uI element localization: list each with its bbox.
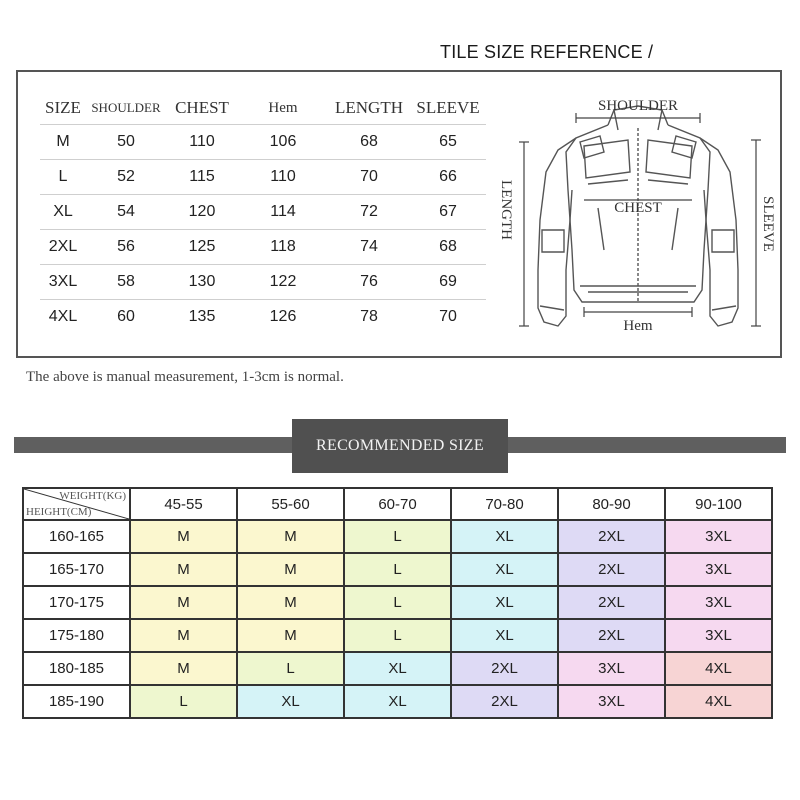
recommended-size-cell: M xyxy=(130,619,237,652)
size-row xyxy=(40,125,486,160)
weight-header-row xyxy=(23,488,772,520)
recommended-size-cell: 3XL xyxy=(558,652,665,685)
jacket-outline-icon xyxy=(538,106,738,326)
height-range-cell: 180-185 xyxy=(23,652,130,685)
size-reference-title: TILE SIZE REFERENCE / xyxy=(440,42,654,62)
size-cell: 67 xyxy=(410,195,486,230)
size-cell: M xyxy=(40,125,86,160)
size-cell: 4XL xyxy=(48,308,78,325)
weight-axis-label: WEIGHT(KG) xyxy=(59,490,126,502)
weight-col: 90-100 xyxy=(665,488,772,520)
size-cell: L xyxy=(40,160,86,195)
recommend-row xyxy=(23,652,772,685)
jacket-diagram xyxy=(488,80,778,350)
size-cell: 68 xyxy=(410,230,486,265)
size-cell: 68 xyxy=(328,125,410,160)
table-corner-cell xyxy=(23,488,130,520)
recommended-size-cell: 3XL xyxy=(665,520,772,553)
size-row xyxy=(40,300,486,335)
weight-col: 80-90 xyxy=(558,488,665,520)
size-measurement-table xyxy=(40,92,486,334)
recommended-size-cell: L xyxy=(344,586,451,619)
col-hem: Hem xyxy=(238,92,328,125)
height-range-cell: 170-175 xyxy=(23,586,130,619)
measurement-note: The above is manual measurement, 1-3cm is normal. xyxy=(26,369,344,385)
recommended-size-cell: M xyxy=(237,619,344,652)
size-cell: 122 xyxy=(238,265,328,300)
size-cell: 69 xyxy=(410,265,486,300)
size-cell: 66 xyxy=(410,160,486,195)
recommend-row xyxy=(23,586,772,619)
col-shoulder: SHOULDER xyxy=(86,92,166,125)
recommended-size-cell: 2XL xyxy=(558,520,665,553)
size-cell: 58 xyxy=(86,265,166,300)
measurement-panel xyxy=(16,70,782,358)
height-range-cell: 165-170 xyxy=(23,553,130,586)
recommended-size-cell: M xyxy=(130,586,237,619)
length-label: LENGTH xyxy=(498,180,514,240)
size-cell: 106 xyxy=(238,125,328,160)
recommended-size-cell: 4XL xyxy=(665,685,772,718)
recommended-size-cell: L xyxy=(237,652,344,685)
recommended-size-cell: M xyxy=(130,553,237,586)
size-cell: 2XL xyxy=(40,230,86,265)
size-cell: 52 xyxy=(86,160,166,195)
size-cell: 56 xyxy=(86,230,166,265)
recommended-size-table xyxy=(22,487,773,719)
recommended-size-cell: 2XL xyxy=(558,553,665,586)
weight-col: 55-60 xyxy=(237,488,344,520)
size-cell: 126 xyxy=(269,308,297,325)
size-cell: 125 xyxy=(166,230,238,265)
recommend-row xyxy=(23,553,772,586)
size-cell: 120 xyxy=(166,195,238,230)
size-row xyxy=(40,160,486,195)
size-row xyxy=(40,195,486,230)
size-cell: 3XL xyxy=(40,265,86,300)
size-row xyxy=(40,230,486,265)
height-range-cell: 160-165 xyxy=(23,520,130,553)
recommended-size-cell: 2XL xyxy=(451,685,558,718)
recommended-size-cell: 2XL xyxy=(451,652,558,685)
size-cell: 70 xyxy=(439,308,457,325)
size-cell: 135 xyxy=(188,308,216,325)
col-chest: CHEST xyxy=(166,92,238,125)
size-cell: 78 xyxy=(360,308,378,325)
height-range-cell: 185-190 xyxy=(23,685,130,718)
recommended-size-cell: XL xyxy=(451,520,558,553)
size-cell: XL xyxy=(40,195,86,230)
recommended-size-cell: 3XL xyxy=(558,685,665,718)
size-cell: 54 xyxy=(86,195,166,230)
size-cell: 74 xyxy=(328,230,410,265)
hem-label: Hem xyxy=(623,318,653,334)
recommended-size-cell: XL xyxy=(451,553,558,586)
recommended-size-cell: L xyxy=(344,553,451,586)
recommend-row xyxy=(23,685,772,718)
recommended-size-cell: 3XL xyxy=(665,553,772,586)
sleeve-label: SLEEVE xyxy=(760,196,776,252)
recommended-size-cell: XL xyxy=(237,685,344,718)
recommended-size-cell: L xyxy=(130,685,237,718)
recommended-size-cell: L xyxy=(344,619,451,652)
recommended-size-cell: 3XL xyxy=(665,586,772,619)
height-range-cell: 175-180 xyxy=(23,619,130,652)
recommended-size-cell: 4XL xyxy=(665,652,772,685)
size-cell: 110 xyxy=(238,160,328,195)
size-cell: 130 xyxy=(166,265,238,300)
weight-col: 45-55 xyxy=(130,488,237,520)
col-length: LENGTH xyxy=(328,92,410,125)
size-cell: 118 xyxy=(238,230,328,265)
length-measure-arrow xyxy=(519,142,529,326)
size-cell: 114 xyxy=(238,195,328,230)
size-cell: 50 xyxy=(86,125,166,160)
recommended-size-cell: 2XL xyxy=(558,586,665,619)
chest-label: CHEST xyxy=(614,200,662,216)
recommended-size-cell: XL xyxy=(451,586,558,619)
recommended-size-cell: M xyxy=(130,520,237,553)
sleeve-measure-arrow xyxy=(751,140,761,326)
recommend-row xyxy=(23,520,772,553)
size-table-header xyxy=(40,92,486,125)
recommended-size-cell: XL xyxy=(344,652,451,685)
height-axis-label: HEIGHT(CM) xyxy=(26,506,92,518)
size-row xyxy=(40,265,486,300)
recommended-size-banner: RECOMMENDED SIZE xyxy=(292,419,508,473)
recommended-size-cell: M xyxy=(237,520,344,553)
weight-col: 60-70 xyxy=(344,488,451,520)
recommended-size-cell: M xyxy=(237,553,344,586)
col-size: SIZE xyxy=(40,92,86,125)
recommended-size-cell: L xyxy=(344,520,451,553)
size-cell: 65 xyxy=(410,125,486,160)
size-cell: 72 xyxy=(328,195,410,230)
recommended-size-cell: XL xyxy=(451,619,558,652)
size-cell: 76 xyxy=(328,265,410,300)
shoulder-label: SHOULDER xyxy=(597,98,679,114)
size-cell: 70 xyxy=(328,160,410,195)
weight-col: 70-80 xyxy=(451,488,558,520)
size-cell: 110 xyxy=(166,125,238,160)
recommended-size-cell: XL xyxy=(344,685,451,718)
hem-measure-arrow xyxy=(584,307,692,317)
recommended-size-cell: M xyxy=(130,652,237,685)
recommended-size-cell: 3XL xyxy=(665,619,772,652)
size-cell: 115 xyxy=(166,160,238,195)
col-sleeve: SLEEVE xyxy=(410,92,486,125)
shoulder-measure-arrow xyxy=(576,113,700,123)
recommend-row xyxy=(23,619,772,652)
size-cell: 60 xyxy=(117,308,135,325)
recommended-size-cell: M xyxy=(237,586,344,619)
recommended-size-cell: 2XL xyxy=(558,619,665,652)
